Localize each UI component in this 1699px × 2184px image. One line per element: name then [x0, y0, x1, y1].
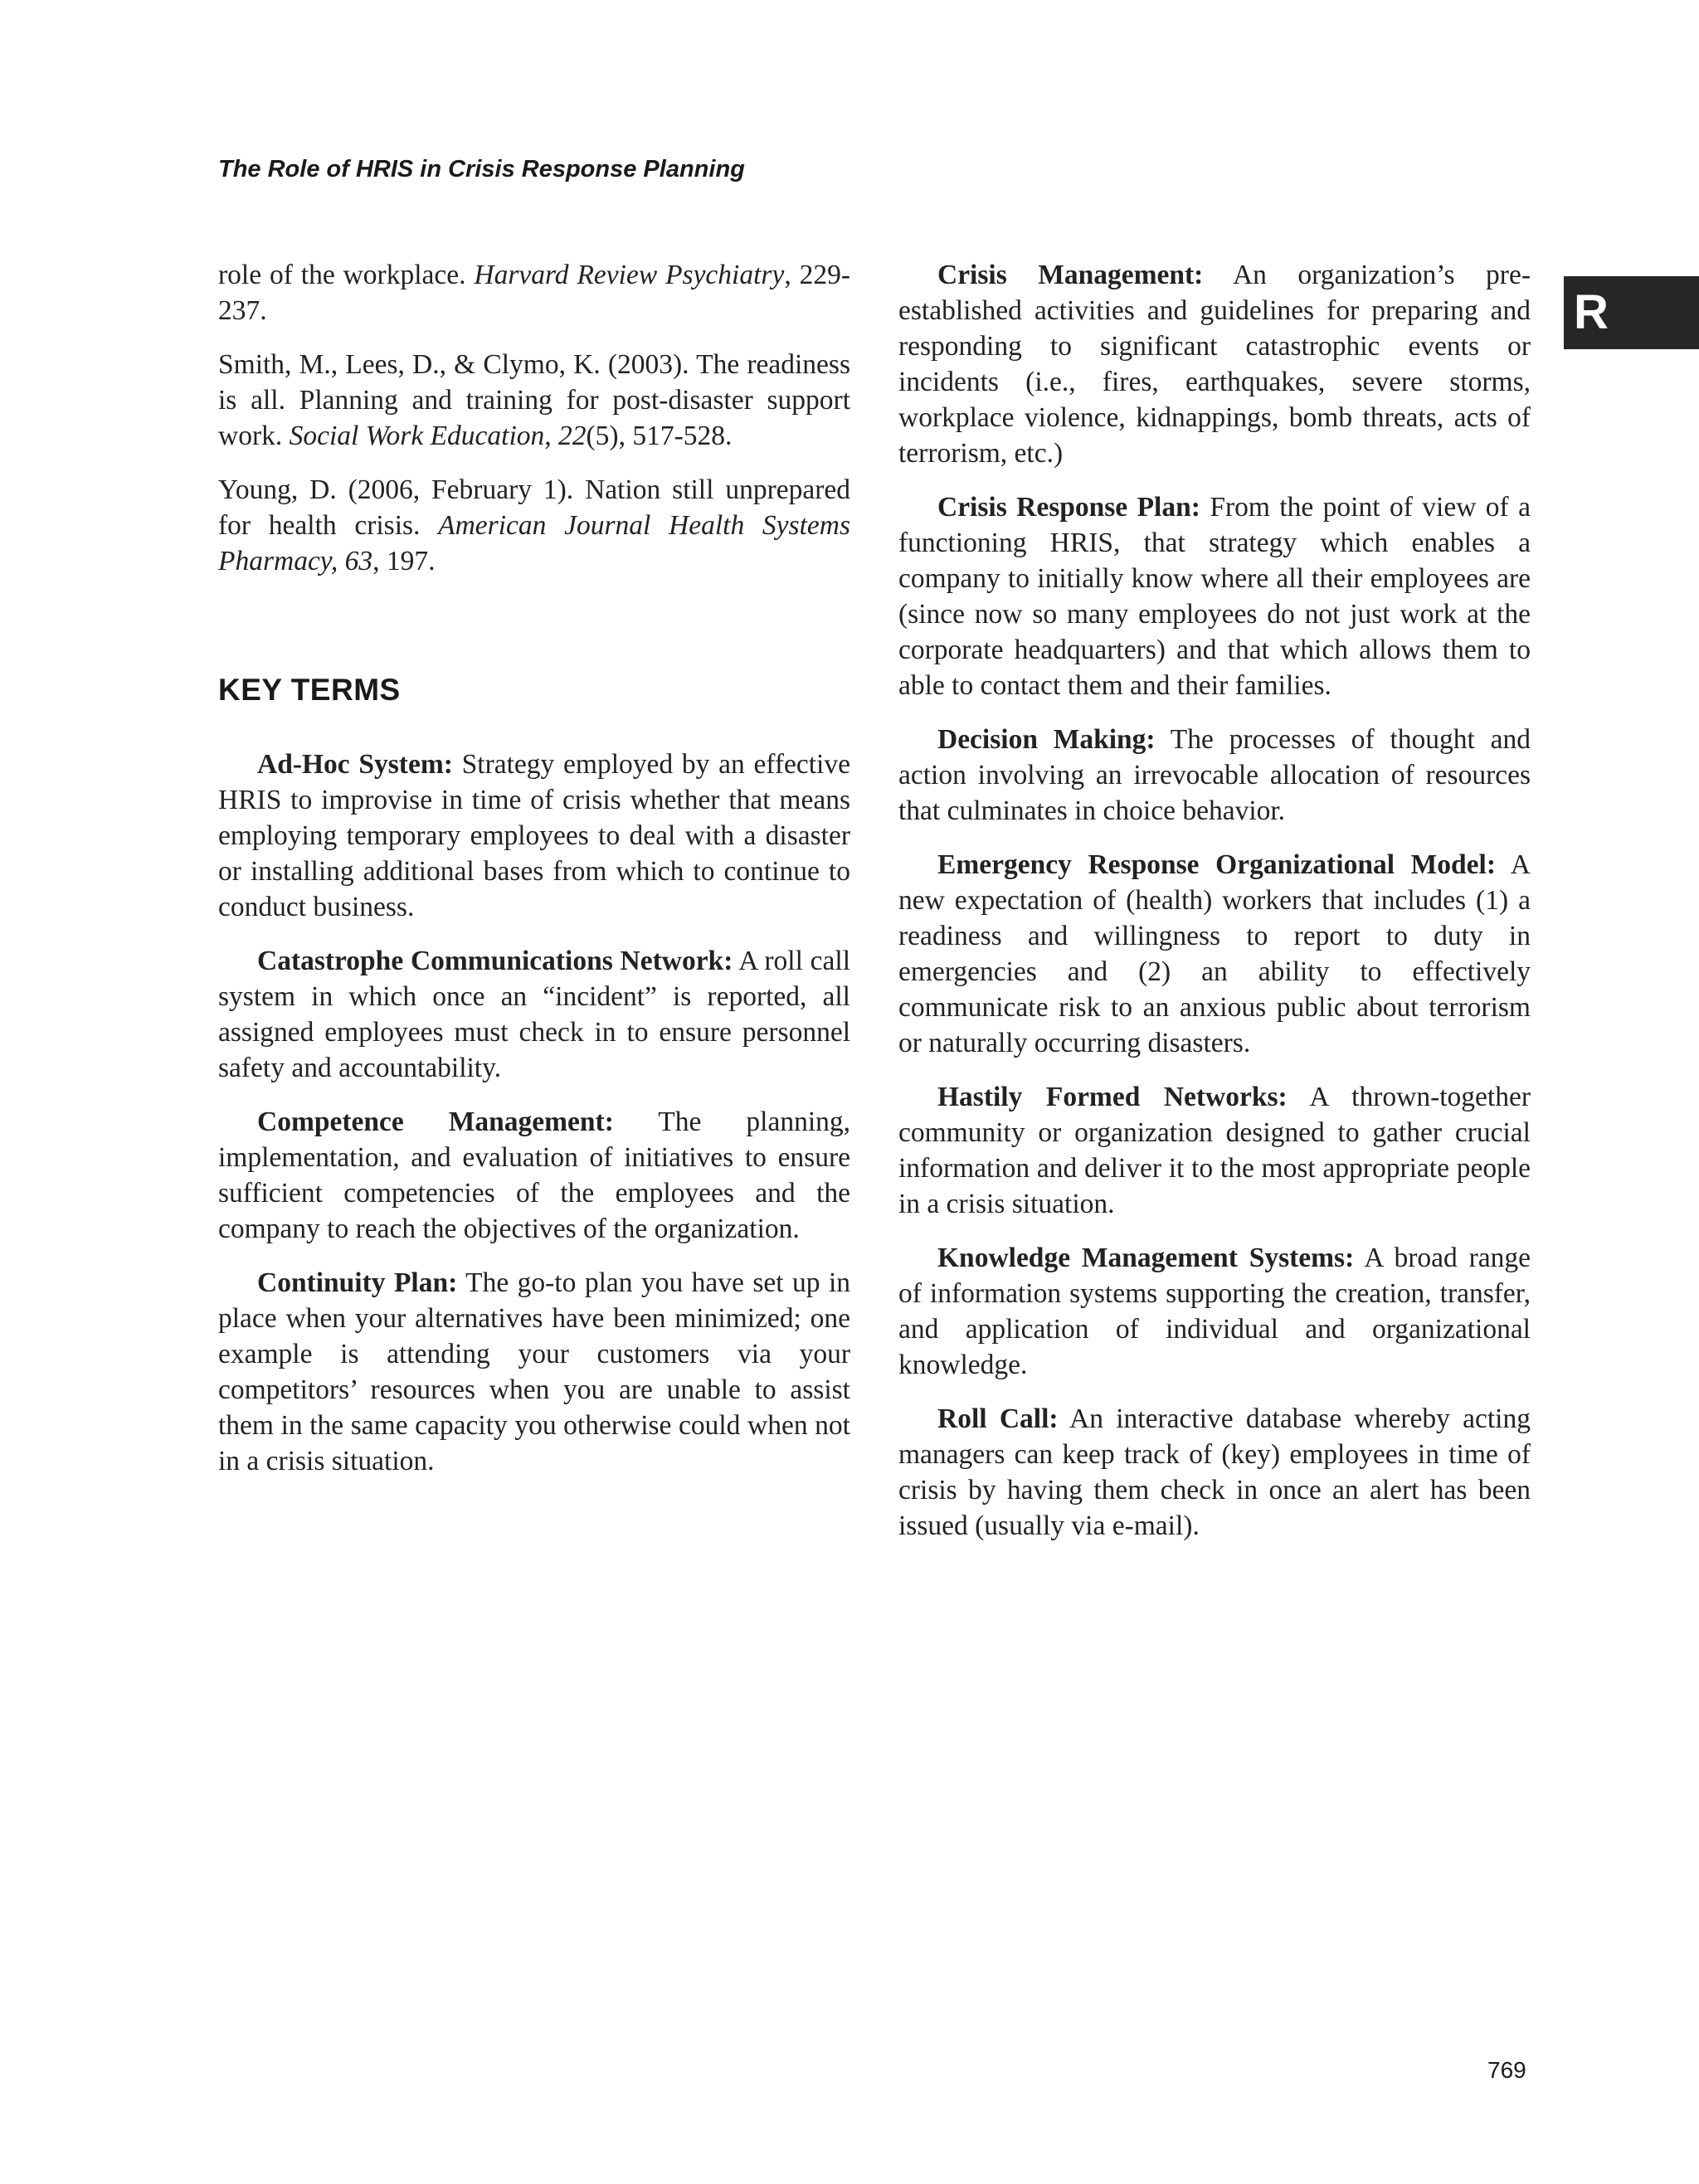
reference-journal: Social Work Education — [289, 421, 545, 451]
key-term-entry — [898, 722, 1531, 829]
key-term-entry — [218, 747, 850, 925]
reference-entry: Smith, M., Lees, D., & Clymo, K. (2003). The readiness is all. Planning and training for post-disaster support work. Social Work Education, 22(5), 517-528. — [218, 349, 850, 451]
key-term-definition: The planning, implementation, and evaluation of initiatives to ensure sufficient competencies of the employees and the company to reach the objectives of the organization. — [218, 1107, 850, 1244]
key-term: Emergency Response Organizational Model: — [937, 849, 1497, 880]
left-column — [218, 257, 851, 1476]
key-term-definition: A new expectation of (health) workers that includes (1) a readiness and willingness to report to duty in emergencies and (2) an ability to effectively communicate risk to an anxious public about terrorism or naturally occurring disasters. — [898, 849, 1531, 1058]
section-tab: R — [1564, 276, 1699, 349]
right-column — [898, 257, 1531, 1562]
key-term-definition: Strategy employed by an effective HRIS to improvise in time of crisis whether that means employing temporary employees to deal with a disaster or installing additional bases from which to continue to conduct business. — [218, 749, 850, 922]
key-term-definition: A thrown-together community or organization designed to gather crucial information and deliver it to the most appropriate people in a crisis situation. — [898, 1082, 1531, 1219]
page-number: 769 — [1487, 2057, 1526, 2083]
key-term-entry — [898, 257, 1531, 471]
key-term-entry — [218, 1104, 850, 1247]
key-term-entry — [898, 489, 1531, 703]
key-term: Hastily Formed Networks: — [937, 1082, 1288, 1112]
reference-journal: Harvard Review Psychiatry — [474, 260, 785, 290]
key-term-definition: An interactive database whereby acting managers can keep track of (key) employees in time of crisis by having them check in once an alert has been issued (usually via e-mail). — [898, 1403, 1531, 1541]
reference-journal: American Journal Health Systems Pharmacy, 63 — [218, 510, 850, 576]
key-term-entry — [898, 1079, 1531, 1222]
key-term: Continuity Plan: — [257, 1267, 458, 1298]
key-terms-list-left — [218, 747, 850, 1497]
key-term-definition: The processes of thought and action involving an irrevocable allocation of resources that culminates in choice behavior. — [898, 724, 1531, 826]
key-term-definition: From the point of view of a functioning HRIS, that strategy which enables a company to initially know where all their employees are (since now so many employees do not just work at the corporate headquarters) and that which allows them to able to contact them and their families. — [898, 492, 1531, 701]
key-term-definition: A roll call system in which once an “incident” is reported, all assigned employees must check in to ensure personnel safety and accountability. — [218, 946, 851, 1083]
key-term-entry — [218, 943, 850, 1086]
key-term: Competence Management: — [257, 1107, 614, 1137]
key-term: Crisis Management: — [937, 260, 1204, 290]
key-term-entry — [898, 847, 1531, 1061]
key-term: Crisis Response Plan: — [937, 492, 1200, 523]
key-term-entry — [898, 1401, 1531, 1544]
key-term: Ad-Hoc System: — [257, 749, 453, 780]
key-term-definition: The go-to plan you have set up in place when your alternatives have been minimized; one example is attending your customers via your competitors’ resources when you are unable to assist them in the same capacity you otherwise could when not in a crisis situation. — [218, 1267, 851, 1476]
reference-volume: 22 — [558, 421, 587, 451]
key-term: Roll Call: — [937, 1403, 1059, 1434]
running-head: The Role of HRIS in Crisis Response Planning — [218, 156, 745, 182]
key-terms-heading: KEY TERMS — [218, 673, 401, 707]
key-term: Catastrophe Communications Network: — [257, 946, 733, 976]
key-term-entry — [898, 1240, 1531, 1383]
key-term-definition: An organization’s pre-established activities and guidelines for preparing and responding to significant catastrophic events or incidents (i.e., fires, earthquakes, severe storms, workplace violence, kidnappings, bomb threats, acts of terrorism, etc.) — [898, 260, 1531, 469]
reference-entry: Young, D. (2006, February 1). Nation still unprepared for health crisis. American Journal Health Systems Pharmacy, 63, 197. — [218, 474, 850, 576]
reference-entry: role of the workplace. Harvard Review Psychiatry, 229-237. — [218, 260, 851, 326]
key-term: Decision Making: — [937, 724, 1156, 755]
key-term-definition: A broad range of information systems supporting the creation, transfer, and application of individual and organizational knowledge. — [898, 1243, 1531, 1380]
key-term-entry — [218, 1265, 850, 1479]
key-term: Knowledge Management Systems: — [937, 1243, 1355, 1273]
